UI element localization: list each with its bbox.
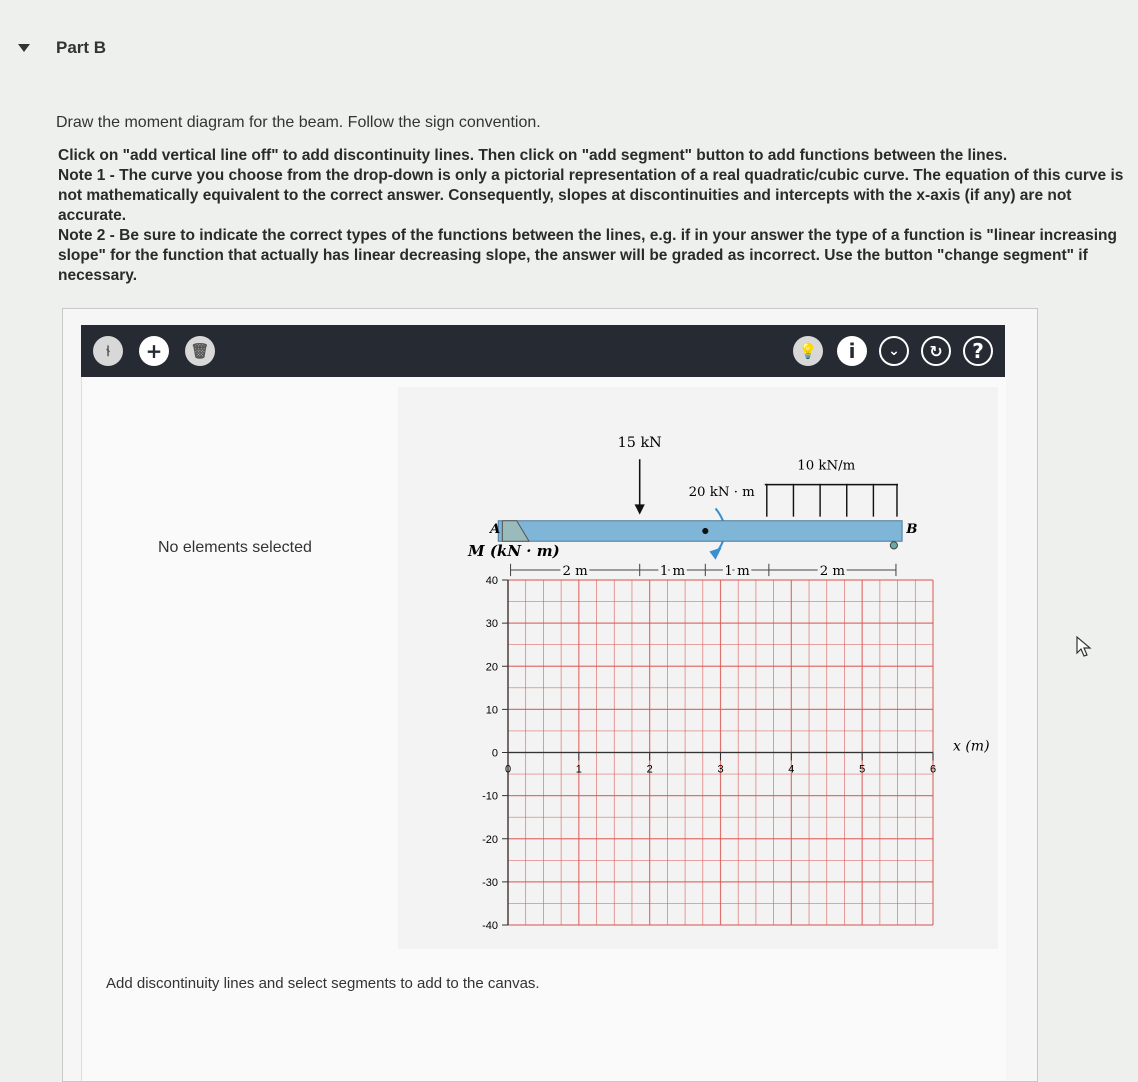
hint-bulb-icon[interactable]: 💡 [793,336,823,366]
canvas-hint: Add discontinuity lines and select segments to add to the canvas. [106,975,540,992]
support-a-label: A [490,521,501,538]
drawing-panel [62,308,1038,1082]
y-tick-label: -20 [482,833,498,846]
collapse-caret-icon[interactable] [18,44,30,52]
reset-icon[interactable]: ↻ [921,336,951,366]
dim-label: 1 m [659,564,686,580]
x-axis-label: x (m) [953,738,990,755]
x-tick-label: 6 [929,763,937,776]
y-tick-label: 30 [485,618,498,631]
y-axis-label: M (kN · m) [468,542,560,560]
point-load-label: 15 kN [617,434,662,451]
problem-diagram [398,387,998,949]
intro-text: Draw the moment diagram for the beam. Follow the sign convention. [56,114,541,131]
x-tick-label: 0 [504,763,512,776]
note-1: Note 1 - The curve you choose from the drop-down is only a pictorial representation of a real quadratic/cubic curve. The equation of this curve is not mathematically equivalent to the correct answer. Consequently, slopes at discontinuities and intercepts with the x-axis (if any) are not accurate. [58,167,1124,224]
trash-icon[interactable]: 🗑 [185,336,215,366]
distributed-load-arrows [767,484,897,517]
part-header[interactable] [18,38,106,58]
dim-label: 2 m [819,564,846,580]
work-area[interactable] [81,377,1006,1081]
beam-point-marker [702,528,708,534]
note-2: Note 2 - Be sure to indicate the correct types of the functions between the lines, e.g. if in your answer the type of a function is "linear increasing slope" for the function that actually has linear decreasing slope, the answer will be graded as incorrect. Use the button "change segment" if necessary. [58,227,1117,284]
instructions [58,146,1138,286]
x-tick-label: 3 [717,763,724,776]
x-tick-label: 5 [859,763,866,776]
couple-moment-label: 20 kN · m [688,485,755,501]
support-b-label: B [906,521,918,538]
toolbar [81,325,1005,377]
y-tick-label: -40 [482,920,498,932]
y-tick-label: 20 [485,661,498,674]
info-icon[interactable]: i [837,336,867,366]
x-tick-label: 2 [646,763,653,776]
part-title: Part B [56,38,107,57]
chevron-down-icon[interactable]: ⌄ [879,336,909,366]
beam-body [498,521,902,542]
y-tick-label: 10 [485,704,498,717]
distributed-load-top [765,484,898,486]
point-load-arrowhead [635,504,645,514]
y-tick-label: -10 [482,790,498,803]
help-icon[interactable]: ? [963,336,993,366]
moment-graph[interactable] [458,542,990,947]
dim-label: 1 m [724,564,750,580]
distributed-load-label: 10 kN/m [797,458,856,474]
selection-status: No elements selected [158,539,312,556]
instruction-line: Click on "add vertical line off" to add discontinuity lines. Then click on "add segment" button to add functions between the lines. [58,147,1008,164]
y-tick-label: 40 [485,575,498,587]
plus-icon[interactable]: + [139,336,169,366]
vertical-line-icon[interactable]: ⫮ [93,336,123,366]
dim-label: 2 m [562,564,588,580]
y-tick-label: -30 [482,876,498,889]
y-tick-label: 0 [491,747,498,760]
mouse-cursor-icon [1076,636,1094,658]
x-tick-label: 1 [575,763,582,776]
x-tick-label: 4 [788,763,795,776]
